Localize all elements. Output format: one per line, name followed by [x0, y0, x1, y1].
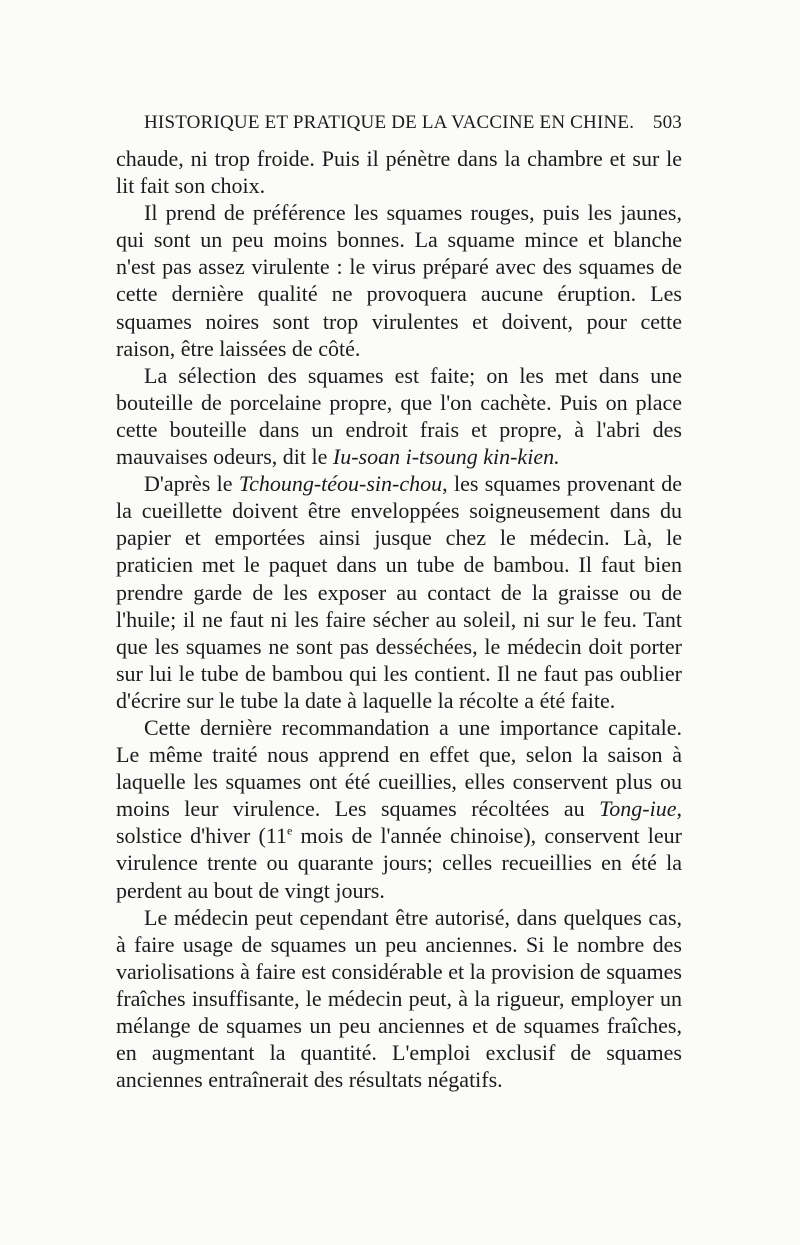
superscript: e	[287, 824, 293, 839]
text-run: Cette dernière recommandation a une importance capitale. Le même traité nous apprend en effet que, selon la saison à laquelle les squames ont été cueillies, elles conservent plus ou moins leur virulence. Les squames récoltées au	[116, 714, 682, 822]
italic-title: Tong-iue	[599, 796, 677, 822]
text-run: D'après le	[144, 471, 239, 497]
text-run: chaude, ni trop froide. Puis il pénètre dans la chambre et sur le lit fait son choix.	[116, 146, 682, 199]
running-head-title: HISTORIQUE ET PRATIQUE DE LA VACCINE EN CHINE.	[144, 112, 635, 133]
italic-title: Iu-soan i-tsoung kin-kien.	[332, 444, 560, 470]
running-head	[144, 112, 682, 138]
paragraph	[116, 904, 682, 1094]
text-run: , les squames provenant de la cueillette doivent être enveloppées soigneusement dans du papier et emportées ainsi jusque chez le médecin. Là, le praticien met le paquet dans un tube de bambou. Il faut bien prendre garde de les exposer au contact de la graisse ou de l'huile; il ne faut ni les faire sécher au soleil, ni sur le feu. Tant que les squames ne sont pas desséchées, le médecin doit porter sur lui le tube de bambou qui les contient. Il ne faut pas oublier d'écrire sur le tube la date à laquelle la récolte a été faite.	[116, 471, 682, 713]
page-number: 503	[652, 112, 682, 133]
text-run: Il prend de préférence les squames rouges, puis les jaunes, qui sont un peu moins bonnes. La squame mince et blanche n'est pas assez virulente : le virus préparé avec des squames de cette dernière qualité ne provoquera aucune éruption. Les squames noires sont trop virulentes et doivent, pour cette raison, être laissées de côté.	[116, 200, 682, 361]
text-run: Le médecin peut cependant être autorisé, dans quelques cas, à faire usage de squames un peu anciennes. Si le nombre des variolisations à faire est considérable et la provision de squames fraîches insuffisante, le médecin peut, à la rigueur, employer un mélange de squames un peu anciennes et de squames fraîches, en augmentant la quantité. L'emploi exclusif de squames anciennes entraînerait des résultats négatifs.	[116, 904, 682, 1093]
text-run: , solstice d'hiver (11	[116, 796, 682, 849]
text-run: mois de l'année chinoise), conservent leur virulence trente ou quarante jours; celles recueillies en été la perdent au bout de vingt jours.	[116, 823, 682, 903]
paragraph	[116, 362, 682, 470]
paragraph	[116, 199, 682, 362]
paragraph	[116, 145, 682, 199]
body-text	[116, 145, 682, 1093]
paragraph	[116, 714, 682, 904]
italic-title: Tchoung-téou-sin-chou	[238, 471, 443, 497]
text-run: La sélection des squames est faite; on les met dans une bouteille de porcelaine propre, que l'on cachète. Puis on place cette bouteille dans un endroit frais et propre, à l'abri des mauvaises odeurs, dit le	[116, 362, 682, 470]
paragraph	[116, 470, 682, 714]
